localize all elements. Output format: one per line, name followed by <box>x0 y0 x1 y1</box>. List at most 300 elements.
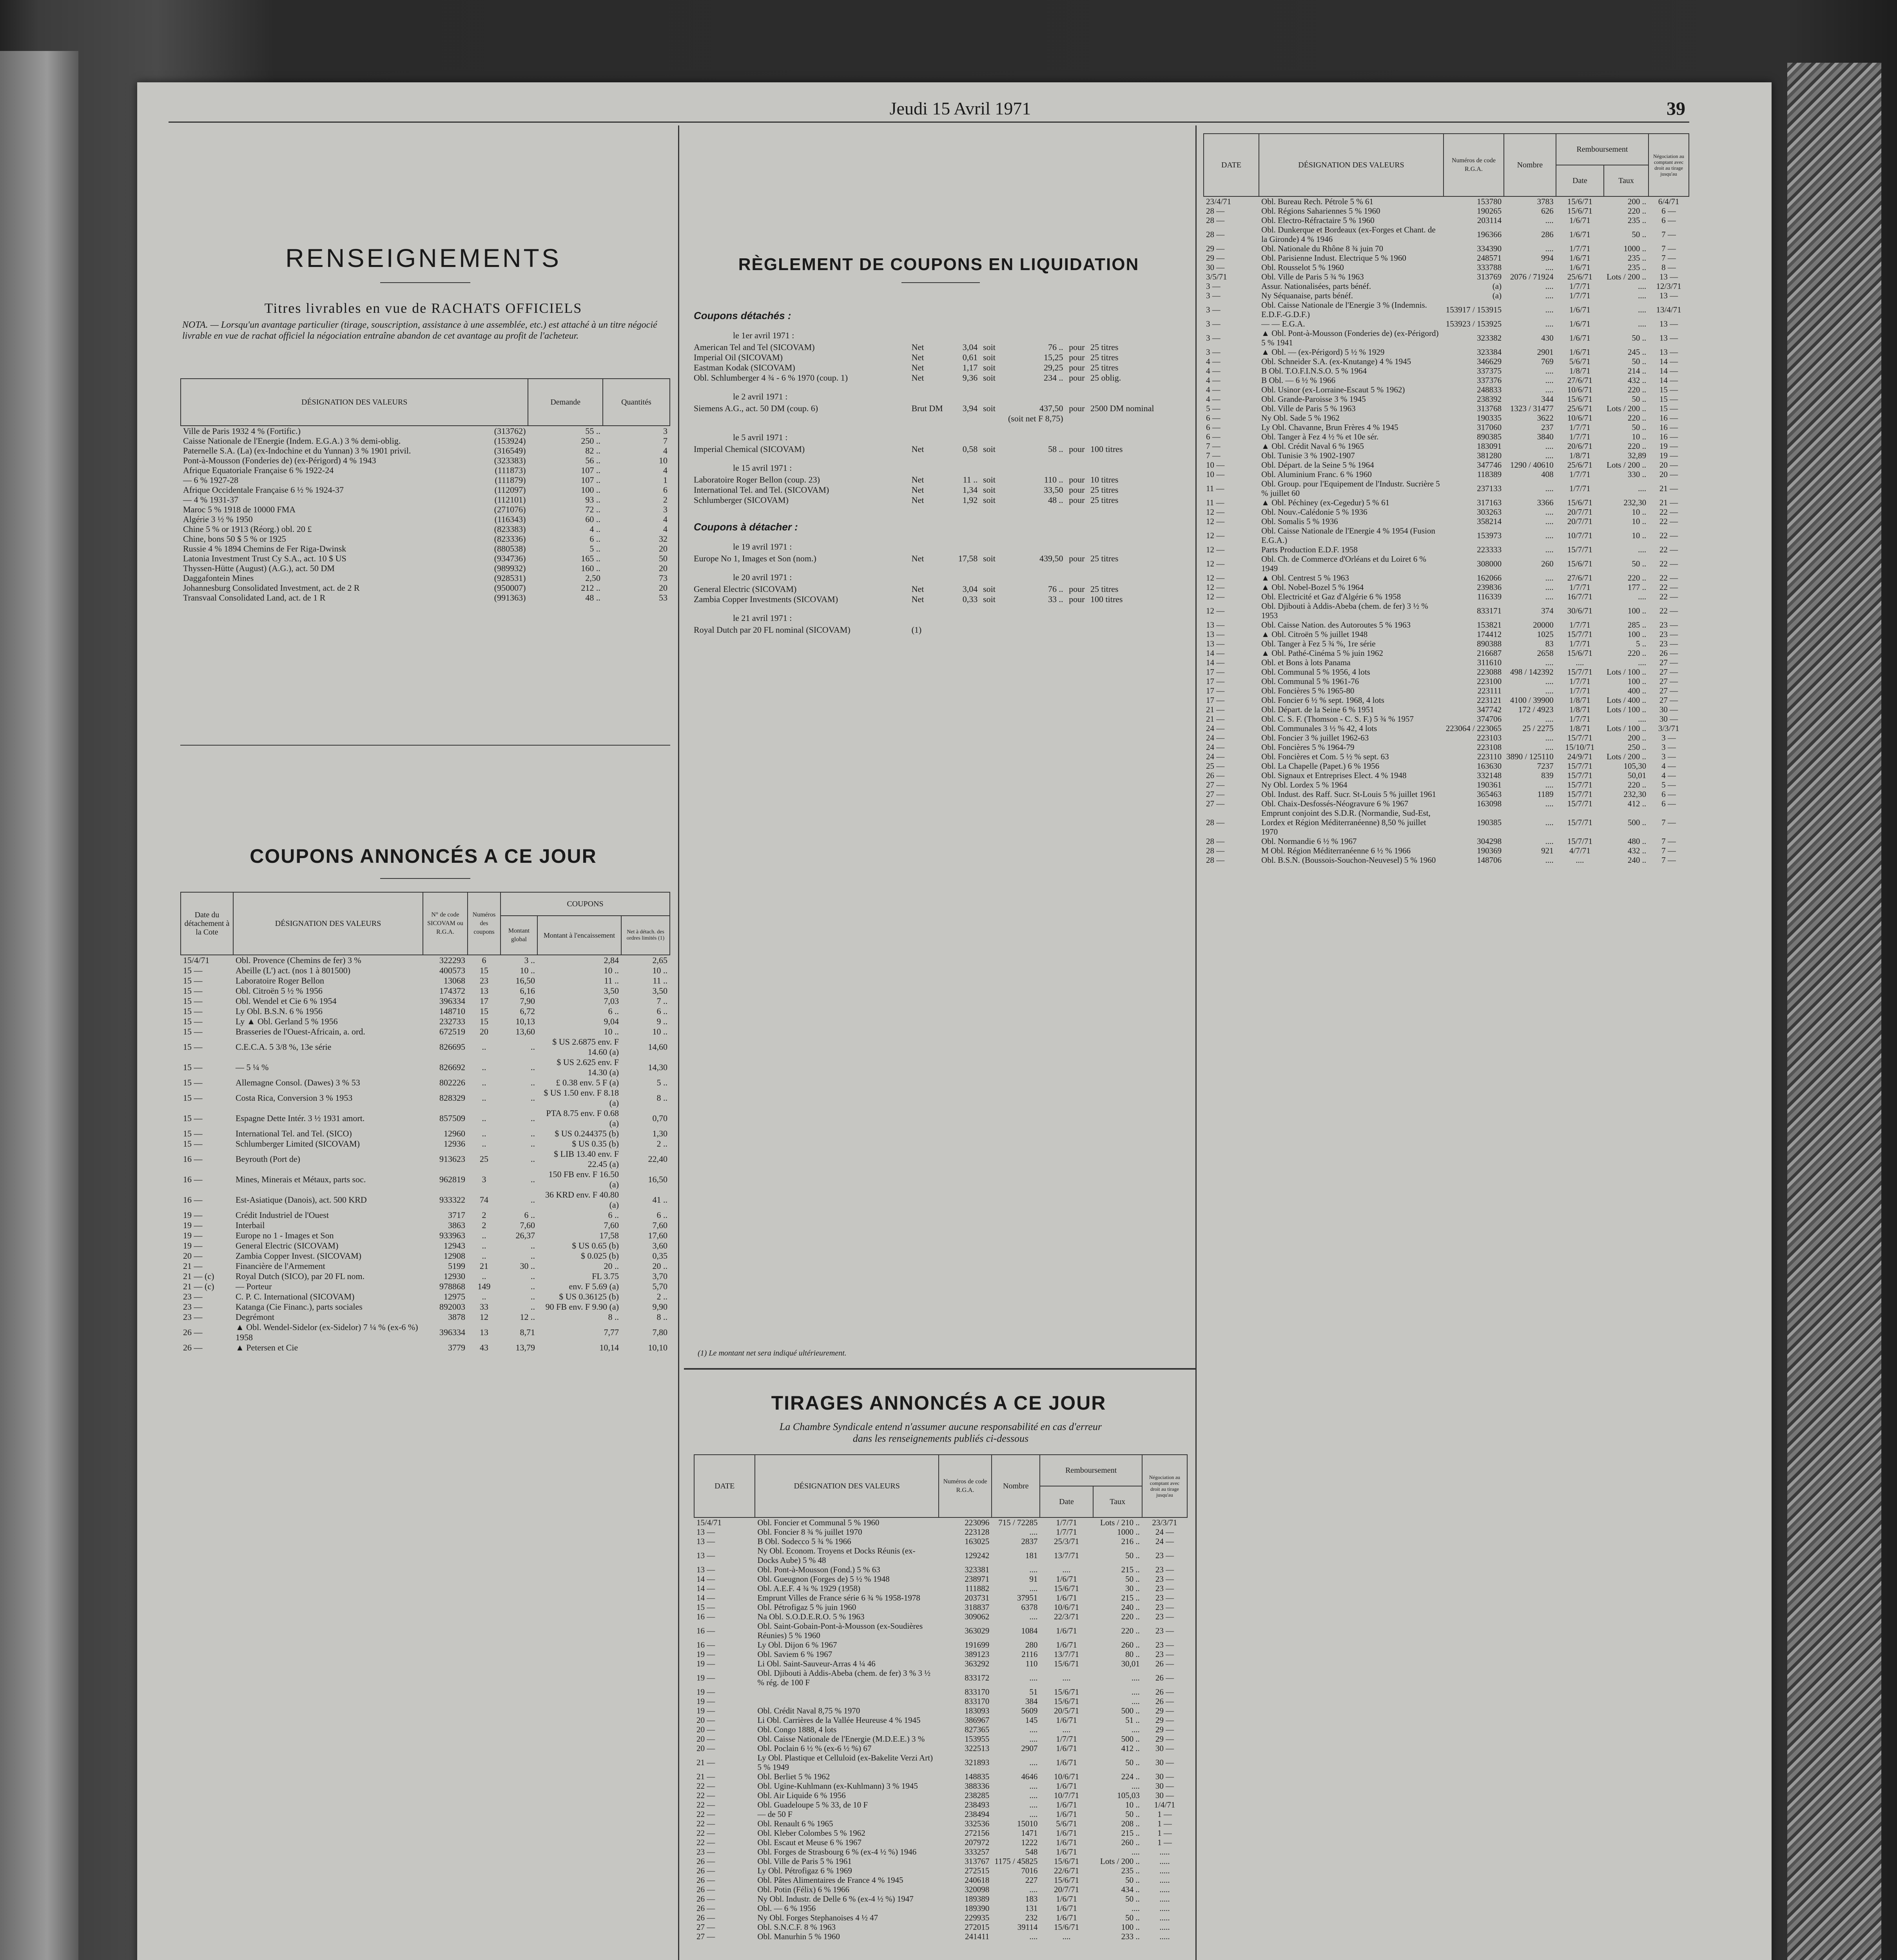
montant-global-cell: 7,90 <box>520 996 535 1006</box>
montant-encaissement-cell: £ 0.38 env. 5 F (a) <box>556 1078 619 1087</box>
designation-cell: Obl. Forges de Strasbourg 6 % (ex-4 ½ %) 1946 <box>757 1847 917 1857</box>
code-cell: 163630 <box>1477 761 1502 771</box>
coupon-number-cell: 43 <box>480 1343 488 1352</box>
remb-taux-cell: .... <box>1638 319 1647 328</box>
nombre-cell: .... <box>1029 1800 1038 1809</box>
negociation-cell: ..... <box>1159 1932 1170 1941</box>
code-cell: 272015 <box>965 1922 990 1932</box>
montant-encaissement-cell: $ US 0.244375 (b) <box>555 1129 619 1138</box>
tirages-title: TIRAGES ANNONCÉS A CE JOUR <box>771 1392 1106 1414</box>
designation-cell <box>181 524 528 534</box>
coupon-number-cell: 2 <box>482 1210 486 1220</box>
code-cell: 388336 <box>965 1781 990 1791</box>
coupon-field: Net <box>911 363 924 372</box>
remb-date-cell: 24/9/71 <box>1567 752 1592 761</box>
table-row <box>181 1088 670 1108</box>
col-code-rga: Numéros de code R.G.A. <box>939 1455 992 1517</box>
code-cell: 223088 <box>1477 667 1502 677</box>
date-cell: 15 — <box>183 1027 203 1036</box>
negociation-cell: ..... <box>1159 1894 1170 1904</box>
coupon-group <box>694 432 1188 454</box>
code-cell: 672519 <box>439 1027 465 1036</box>
designation-cell: Na Obl. S.O.D.E.R.O. 5 % 1963 <box>757 1612 865 1621</box>
remb-date-cell: 1/6/71 <box>1569 216 1591 225</box>
net-cell: 14,60 <box>648 1042 667 1052</box>
montant-global-cell: .. <box>531 1281 535 1291</box>
remb-date-cell: 1/8/71 <box>1569 695 1591 705</box>
nombre-cell: 6378 <box>1021 1602 1038 1612</box>
table-row <box>1204 733 1689 742</box>
code-cell: 337376 <box>1477 376 1502 385</box>
remb-taux-cell: 50 .. <box>1632 357 1647 366</box>
renseignements-nota: NOTA. — Lorsqu'un avantage particulier (tirage, souscription, assistance à une assemblée, etc.) est attaché à un titre négocié livrable en vue de rachat officiel la négociation entraîne abandon de cet avantage au profit de l'acheteur. <box>182 320 657 341</box>
code-text: (928531) <box>494 573 526 583</box>
table-row <box>694 1904 1187 1913</box>
coupon-field: 25 titres <box>1090 584 1119 594</box>
remb-date-cell: 16/7/71 <box>1567 592 1592 601</box>
coupon-field: 437,50 <box>1039 403 1063 413</box>
date-cell: 28 — <box>1206 837 1225 846</box>
table-row <box>1204 761 1689 771</box>
remb-taux-cell: 432 .. <box>1627 376 1647 385</box>
remb-taux-cell: 50,01 <box>1627 771 1647 780</box>
table-row <box>694 1932 1187 1941</box>
montant-global-cell: .. <box>531 1078 535 1087</box>
negociation-cell: 23 — <box>1155 1593 1174 1602</box>
table-row <box>181 436 670 446</box>
coupon-field: 3,04 <box>962 584 978 594</box>
nombre-cell: .... <box>1029 1673 1038 1682</box>
coupon-number-cell: 15 <box>480 965 488 975</box>
table-row <box>181 1271 670 1281</box>
code-cell: 320098 <box>965 1885 990 1894</box>
coupon-field: pour <box>1069 485 1085 495</box>
code-text: (116343) <box>494 514 526 524</box>
coupon-field: 3,94 <box>962 403 978 413</box>
code-cell: 386967 <box>965 1715 990 1725</box>
remb-taux-cell: 80 .. <box>1125 1650 1140 1659</box>
table-row <box>1204 470 1689 479</box>
coupon-line <box>694 414 1188 424</box>
designation-cell: ▲ Obl. Centrest 5 % 1963 <box>1261 573 1349 583</box>
code-cell: 190265 <box>1477 206 1502 216</box>
designation-cell: Obl. Départ. de la Seine 6 % 1951 <box>1261 705 1374 714</box>
remb-date-cell: 1/6/71 <box>1056 1913 1077 1922</box>
code-cell: 216687 <box>1477 648 1502 658</box>
date-cell: 26 — <box>696 1866 715 1875</box>
table-row <box>181 1057 670 1078</box>
remb-date-cell: 1/7/71 <box>1569 423 1591 432</box>
date-cell: 10 — <box>1206 470 1225 479</box>
negociation-cell: 13 — <box>1659 347 1678 357</box>
date-cell: 29 — <box>1206 253 1225 263</box>
montant-global-cell: .. <box>531 1154 535 1164</box>
nombre-cell: .... <box>1029 1725 1038 1734</box>
coupon-number-cell: 13 <box>480 986 488 996</box>
net-cell: 0,35 <box>652 1251 667 1261</box>
table-row <box>694 1838 1187 1847</box>
table-row <box>1204 460 1689 470</box>
code-cell: 396334 <box>439 1327 465 1337</box>
remb-taux-cell: 500 .. <box>1627 818 1647 827</box>
remb-date-cell: 20/7/71 <box>1054 1885 1079 1894</box>
code-cell: 153917 / 153915 <box>1445 305 1502 314</box>
coupon-field <box>978 414 1001 424</box>
nombre-cell: 2837 <box>1021 1537 1038 1546</box>
col-designation: DÉSIGNATION DES VALEURS <box>755 1455 938 1517</box>
date-cell: 14 — <box>696 1584 715 1593</box>
negociation-cell: 1 — <box>1157 1828 1172 1838</box>
date-cell: 12 — <box>1206 559 1225 568</box>
code-text: (316549) <box>494 446 526 456</box>
nombre-cell: 260 <box>1541 559 1554 568</box>
code-cell: 240618 <box>965 1875 990 1885</box>
table-row <box>1204 206 1689 216</box>
date-cell: 24 — <box>1206 724 1225 733</box>
remb-date-cell: 1/6/71 <box>1056 1715 1077 1725</box>
nombre-cell: 548 <box>1025 1847 1038 1857</box>
designation-cell <box>181 456 528 465</box>
coupon-field: Imperial Chemical (SICOVAM) <box>694 444 805 454</box>
code-cell: 308000 <box>1477 559 1502 568</box>
designation-text: Paternelle S.A. (La) (ex-Indochine et du Yunnan) 3 % 1901 privil. <box>183 446 411 456</box>
table-row <box>1204 855 1689 865</box>
remb-taux-cell: 51 .. <box>1125 1715 1140 1725</box>
designation-cell: Obl. Ch. de Commerce d'Orléans et du Loiret 6 % 1949 <box>1261 554 1426 573</box>
nombre-cell: 344 <box>1541 394 1554 404</box>
table-row <box>1204 272 1689 281</box>
demande-cell: 56 .. <box>585 456 600 465</box>
code-cell: 322513 <box>965 1744 990 1753</box>
code-cell: 309062 <box>965 1612 990 1621</box>
montant-encaissement-cell: 7,03 <box>604 996 619 1006</box>
table-row <box>1204 498 1689 507</box>
table-row <box>1204 780 1689 789</box>
remb-taux-cell: 220 .. <box>1121 1626 1140 1635</box>
remb-taux-cell: 235 .. <box>1627 216 1647 225</box>
designation-cell: Obl. Schneider S.A. (ex-Knutange) 4 % 1945 <box>1261 357 1411 366</box>
code-cell: 333788 <box>1477 263 1502 272</box>
remb-taux-cell: 208 .. <box>1121 1819 1140 1828</box>
tirages-table <box>694 1454 1188 1941</box>
negociation-cell: 15 — <box>1659 404 1678 413</box>
code-cell: 148710 <box>439 1006 465 1016</box>
demande-cell: 165 .. <box>581 554 600 563</box>
nombre-cell: .... <box>1029 1791 1038 1800</box>
remb-taux-cell: 50 .. <box>1632 559 1647 568</box>
designation-cell: Obl. Crédit Naval 8,75 % 1970 <box>757 1706 860 1715</box>
date-cell: 12 — <box>1206 583 1225 592</box>
table-row <box>181 554 670 563</box>
negociation-cell: 20 — <box>1659 460 1678 470</box>
nombre-cell: 20000 <box>1533 620 1554 630</box>
designation-cell: B Obl. — 6 ½ % 1966 <box>1261 376 1336 385</box>
code-cell: 129242 <box>965 1551 990 1560</box>
coupon-field: Laboratoire Roger Bellon (coup. 23) <box>694 475 820 485</box>
code-cell: 248571 <box>1477 253 1502 263</box>
nombre-cell: .... <box>1545 686 1554 695</box>
designation-cell: Obl. Signaux et Entreprises Elect. 4 % 1948 <box>1261 771 1407 780</box>
table-row <box>181 996 670 1006</box>
table-row <box>1204 263 1689 272</box>
date-cell: 28 — <box>1206 230 1225 239</box>
code-cell: 190369 <box>1477 846 1502 855</box>
remb-date-cell: 1/7/71 <box>1056 1518 1077 1527</box>
remb-taux-cell: 50 .. <box>1632 423 1647 432</box>
remb-date-cell: 13/7/71 <box>1054 1551 1079 1560</box>
col-designation: DÉSIGNATION DES VALEURS <box>1259 134 1444 196</box>
remb-taux-cell: 50 .. <box>1632 394 1647 404</box>
nombre-cell: 1471 <box>1021 1828 1038 1838</box>
renseignements-table <box>180 378 670 603</box>
negociation-cell: 7 — <box>1661 244 1676 253</box>
montant-global-cell: 6,72 <box>520 1006 535 1016</box>
remb-taux-cell: 260 .. <box>1121 1838 1140 1847</box>
table-row <box>1204 479 1689 498</box>
date-cell: 19 — <box>183 1210 203 1220</box>
coupon-line <box>694 373 1188 383</box>
designation-cell: Li Obl. Saint-Sauveur-Arras 4 ¼ 46 <box>757 1659 876 1668</box>
remb-taux-cell: 215 .. <box>1121 1828 1140 1838</box>
remb-taux-cell: 50 .. <box>1125 1875 1140 1885</box>
code-cell: 272515 <box>965 1866 990 1875</box>
code-cell: 346629 <box>1477 357 1502 366</box>
designation-cell <box>181 593 528 603</box>
negociation-cell: 22 — <box>1659 531 1678 540</box>
code-cell: 174412 <box>1477 630 1502 639</box>
nombre-cell: .... <box>1029 1885 1038 1894</box>
remb-date-cell: 1/6/71 <box>1056 1894 1077 1904</box>
table-row <box>694 1866 1187 1875</box>
designation-cell: International Tel. and Tel. (SICO) <box>236 1129 352 1138</box>
negociation-cell: 26 — <box>1155 1659 1174 1668</box>
designation-cell <box>755 1697 938 1706</box>
designation-text: Johannesburg Consolidated Investment, act. de 2 R <box>183 583 360 593</box>
remb-date-cell: 15/6/71 <box>1567 206 1592 216</box>
remb-date-cell: 22/6/71 <box>1054 1866 1079 1875</box>
designation-cell: Assur. Nationalisées, parts bénéf. <box>1261 281 1371 291</box>
date-cell: 17 — <box>1206 686 1225 695</box>
remb-taux-cell: 30 .. <box>1125 1584 1140 1593</box>
coupon-group-date: le 21 avril 1971 : <box>733 613 792 623</box>
date-cell: 27 — <box>1206 789 1225 799</box>
nombre-cell: .... <box>1545 441 1554 451</box>
remb-taux-cell: .... <box>1638 592 1647 601</box>
negociation-cell: 23 — <box>1659 620 1678 630</box>
date-cell: 13 — <box>696 1537 715 1546</box>
montant-encaissement-cell: $ 0.025 (b) <box>580 1251 619 1261</box>
table-row <box>694 1725 1187 1734</box>
designation-text: Afrique Equatoriale Française 6 % 1922-24 <box>183 465 334 475</box>
designation-cell: Obl. La Chapelle (Papet.) 6 % 1956 <box>1261 761 1380 771</box>
date-cell: 15 — <box>183 1062 203 1072</box>
code-cell: 396334 <box>439 996 465 1006</box>
table-row <box>1204 648 1689 658</box>
negociation-cell: ..... <box>1159 1913 1170 1922</box>
date-cell: 15 — <box>183 1006 203 1016</box>
code-text: (989932) <box>494 563 526 573</box>
coupon-field: Net <box>911 584 924 594</box>
table-row <box>1204 724 1689 733</box>
remb-taux-cell: Lots / 200 .. <box>1607 272 1647 281</box>
net-cell: 5 .. <box>657 1078 667 1087</box>
remb-taux-cell: .... <box>1131 1725 1140 1734</box>
quantite-cell: 20 <box>659 583 667 593</box>
date-cell: 12 — <box>1206 573 1225 583</box>
coupon-field <box>947 625 978 635</box>
negociation-cell: 26 — <box>1155 1687 1174 1697</box>
coupon-field: (soit net F 8,75) <box>1008 414 1063 423</box>
coupon-field: 10 titres <box>1090 475 1119 485</box>
table-row <box>1204 253 1689 263</box>
col-remboursement: Remboursement <box>1040 1455 1142 1486</box>
coupons-a-detacher-heading: Coupons à détacher : <box>694 521 798 533</box>
coupon-field <box>1063 625 1090 635</box>
date-cell: 27 — <box>1206 780 1225 789</box>
designation-cell: Obl. Chaix-Desfossés-Néogravure 6 % 1967 <box>1261 799 1409 808</box>
demande-cell: 160 .. <box>581 563 600 573</box>
negociation-cell: 27 — <box>1659 695 1678 705</box>
nombre-cell: 715 / 72285 <box>998 1518 1038 1527</box>
demande-cell: 2,50 <box>585 573 600 583</box>
col-code-rga: Numéros de code R.G.A. <box>1444 134 1504 196</box>
remb-taux-cell: 232,30 <box>1623 498 1647 507</box>
date-cell: 16 — <box>696 1626 715 1635</box>
code-cell: 223128 <box>965 1527 990 1537</box>
table-row <box>694 1584 1187 1593</box>
negociation-cell: 19 — <box>1659 441 1678 451</box>
net-cell: 3,60 <box>652 1241 667 1250</box>
designation-cell: Obl. Tanger à Fez 5 ¾ %, 1re série <box>1261 639 1376 648</box>
negociation-cell: 21 — <box>1659 498 1678 507</box>
montant-global-cell: .. <box>531 1292 535 1301</box>
coupon-field: 0,61 <box>962 352 978 362</box>
nombre-cell: 1175 / 45825 <box>994 1857 1038 1866</box>
designation-cell: ▲ Obl. Nobel-Bozel 5 % 1964 <box>1261 583 1364 592</box>
table-row <box>181 446 670 456</box>
designation-text: — 6 % 1927-28 <box>183 475 239 485</box>
coupon-field: pour <box>1069 363 1085 372</box>
negociation-cell: 27 — <box>1659 677 1678 686</box>
demande-cell: 212 .. <box>581 583 600 593</box>
code-cell: 238493 <box>965 1800 990 1809</box>
remb-taux-cell: .... <box>1131 1847 1140 1857</box>
negociation-cell: 24 — <box>1155 1527 1174 1537</box>
table-row <box>694 1791 1187 1800</box>
remb-taux-cell: Lots / 200 .. <box>1607 404 1647 413</box>
code-cell: 322293 <box>439 955 465 965</box>
designation-cell: Obl. C. S. F. (Thomson - C. S. F.) 5 ¾ % 1957 <box>1261 714 1414 724</box>
coupon-field <box>694 414 912 424</box>
net-cell: 10 .. <box>652 1027 667 1036</box>
table-row <box>1204 837 1689 846</box>
coupon-field <box>912 414 947 424</box>
date-cell: 15 — <box>183 1139 203 1149</box>
table-row <box>1204 677 1689 686</box>
negociation-cell: ..... <box>1159 1922 1170 1932</box>
table-row <box>181 1220 670 1230</box>
montant-encaissement-cell: $ US 1.50 env. F 8.18 (a) <box>544 1088 619 1108</box>
negociation-cell: ..... <box>1159 1885 1170 1894</box>
code-cell: 317163 <box>1477 498 1502 507</box>
date-cell: 16 — <box>696 1612 715 1621</box>
coupon-field: soit <box>983 363 996 372</box>
date-cell: 4 — <box>1206 376 1221 385</box>
code-text: (323383) <box>494 456 526 465</box>
negociation-cell: 14 — <box>1659 366 1678 376</box>
designation-cell: Emprunt conjoint des S.D.R. (Normandie, Sud-Est, Lordex et Région Méditerranéenne) 8,50 % juillet 1970 <box>1261 808 1431 837</box>
montant-encaissement-cell: 90 FB env. F 9.90 (a) <box>545 1302 619 1312</box>
remb-taux-cell: 224 .. <box>1121 1772 1140 1781</box>
remb-date-cell: 15/6/71 <box>1567 648 1592 658</box>
nombre-cell: 37951 <box>1017 1593 1038 1602</box>
remb-date-cell: 15/7/71 <box>1567 545 1592 554</box>
nombre-cell: .... <box>1545 733 1554 742</box>
col-remb-taux: Taux <box>1093 1486 1142 1517</box>
table-row <box>181 583 670 593</box>
coupon-field: 25 titres <box>1090 352 1119 362</box>
code-cell: 223064 / 223065 <box>1445 724 1502 733</box>
remb-date-cell: 15/6/71 <box>1054 1697 1079 1706</box>
negociation-cell: 7 — <box>1661 818 1676 827</box>
page-date: Jeudi 15 Avril 1971 <box>889 98 1031 118</box>
table-row <box>181 534 670 544</box>
remb-date-cell: 15/7/71 <box>1567 789 1592 799</box>
coupon-line <box>694 363 1188 373</box>
nombre-cell: 145 <box>1025 1715 1038 1725</box>
table-row <box>1204 705 1689 714</box>
designation-cell: Est-Asiatique (Danois), act. 500 KRD <box>236 1195 367 1205</box>
designation-cell: Obl. Somalis 5 % 1936 <box>1261 517 1338 526</box>
table-row <box>694 1781 1187 1791</box>
table-row <box>181 1343 670 1353</box>
designation-cell: Obl. Ville de Paris 5 % 1963 <box>1261 404 1356 413</box>
negociation-cell: ..... <box>1159 1847 1170 1857</box>
date-cell: 20 — <box>696 1734 715 1744</box>
table-row <box>181 1292 670 1302</box>
remb-taux-cell: Lots / 210 .. <box>1100 1518 1140 1527</box>
table-row <box>1204 385 1689 394</box>
quantite-cell: 4 <box>663 514 667 524</box>
remb-date-cell: .... <box>1062 1725 1071 1734</box>
negociation-cell: 14 — <box>1659 376 1678 385</box>
table-row <box>181 1210 670 1220</box>
coupon-field: Brut DM <box>911 403 943 413</box>
negociation-cell: 22 — <box>1659 517 1678 526</box>
nombre-cell: .... <box>1545 677 1554 686</box>
nombre-cell: 4646 <box>1021 1772 1038 1781</box>
date-cell: 27 — <box>696 1932 715 1941</box>
table-row <box>1204 394 1689 404</box>
date-cell: 7 — <box>1206 451 1221 460</box>
nombre-cell: .... <box>1545 837 1554 846</box>
remb-date-cell: 15/6/71 <box>1054 1875 1079 1885</box>
table-row <box>181 1230 670 1241</box>
remb-date-cell: 15/10/71 <box>1565 742 1595 752</box>
negociation-cell: 30 — <box>1155 1744 1174 1753</box>
code-cell: 223103 <box>1477 733 1502 742</box>
designation-cell: Obl. et Bons à lots Panama <box>1261 658 1351 667</box>
montant-encaissement-cell: 6 .. <box>608 1210 619 1220</box>
negociation-cell: 30 — <box>1155 1791 1174 1800</box>
coupon-group <box>694 613 1188 635</box>
designation-cell: Obl. Group. pour l'Equipement de l'Industr. Sucrière 5 % juillet 60 <box>1261 479 1440 498</box>
table-row <box>181 1261 670 1271</box>
coupon-field: Net <box>911 342 924 352</box>
coupon-field: (1) <box>911 625 922 635</box>
date-cell: 4 — <box>1206 366 1221 376</box>
designation-cell: Obl. Kleber Colombes 5 % 1962 <box>757 1828 865 1838</box>
